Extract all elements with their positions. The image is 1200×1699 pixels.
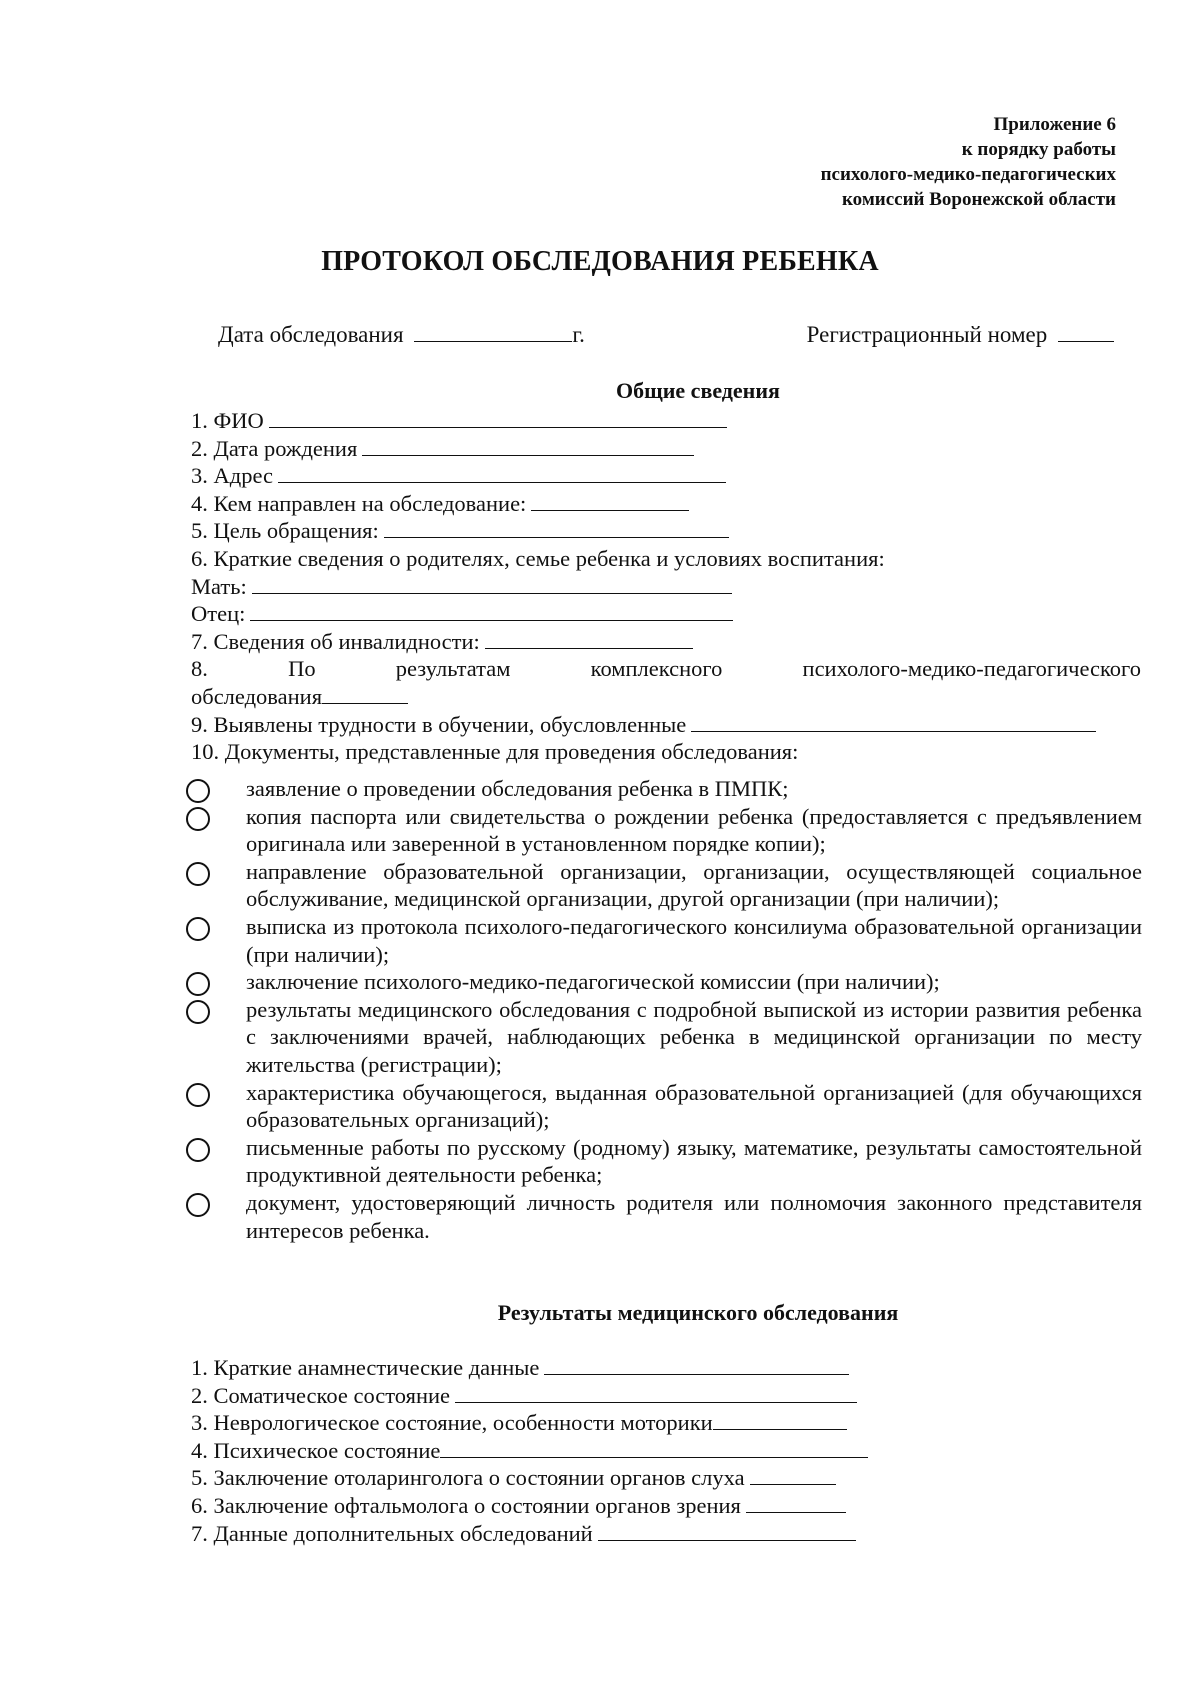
list-item: 8. По результатам комплексного психолого-медико-педагогического xyxy=(191,656,1141,682)
referred-by-blank[interactable] xyxy=(531,491,689,511)
appendix-line-3: психолого-медико-педагогических xyxy=(820,164,1116,185)
checklist-item: направление образовательной организации, организации, осуществляющей социальное обслуживание, медицинской организации, другой организации (при наличии); xyxy=(186,858,1142,913)
header-fields xyxy=(218,322,1114,348)
checklist-item: заключение психолого-медико-педагогической комиссии (при наличии); xyxy=(186,968,1142,996)
list-item: 4. Кем направлен на обследование: xyxy=(191,490,1141,518)
list-item: 5. Заключение отоларинголога о состоянии органов слуха xyxy=(191,1464,1141,1492)
list-item: 10. Документы, представленные для проведения обследования: xyxy=(191,739,799,765)
anamnesis-blank[interactable] xyxy=(544,1355,849,1375)
checklist-item: заявление о проведении обследования ребенка в ПМПК; xyxy=(186,775,1142,803)
list-item: 7. Сведения об инвалидности: xyxy=(191,628,1141,656)
page-title: ПРОТОКОЛ ОБСЛЕДОВАНИЯ РЕБЕНКА xyxy=(321,246,879,277)
neuro-blank[interactable] xyxy=(713,1410,847,1430)
checkbox-circle-icon[interactable] xyxy=(186,1193,210,1217)
checklist-item: документ, удостоверяющий личность родителя или полномочия законного представителя интересов ребенка. xyxy=(186,1189,1142,1244)
purpose-blank[interactable] xyxy=(384,518,729,538)
list-item: 7. Данные дополнительных обследований xyxy=(191,1520,1141,1548)
list-item: 1. Краткие анамнестические данные xyxy=(191,1354,1141,1382)
checklist-item: копия паспорта или свидетельства о рождении ребенка (предоставляется с предъявлением оригинала или заверенной в установленном порядке копии); xyxy=(186,803,1142,858)
mother-blank[interactable] xyxy=(252,574,732,594)
appendix-line-4: комиссий Воронежской области xyxy=(841,189,1116,210)
appendix-line-2: к порядку работы xyxy=(961,139,1116,160)
checklist-item: письменные работы по русскому (родному) языку, математике, результаты самостоятельной продуктивной деятельности ребенка; xyxy=(186,1134,1142,1189)
reg-number-blank[interactable] xyxy=(1058,322,1114,342)
exam-date-suffix: г. xyxy=(572,322,585,347)
list-item: 3. Адрес xyxy=(191,462,1141,490)
list-item: 5. Цель обращения: xyxy=(191,517,1141,545)
checklist-item: результаты медицинского обследования с подробной выпиской из истории развития ребенка с заключениями врачей, наблюдающих ребенка в медицинской организации по месту жительства (регистрации); xyxy=(186,996,1142,1079)
list-item: обследования xyxy=(191,683,1141,711)
checkbox-circle-icon[interactable] xyxy=(186,972,210,996)
birthdate-blank[interactable] xyxy=(362,436,694,456)
list-item: 2. Соматическое состояние xyxy=(191,1382,1141,1410)
father-blank[interactable] xyxy=(250,601,733,621)
exam-date-blank[interactable] xyxy=(414,322,572,342)
section-heading-general: Общие сведения xyxy=(616,378,780,403)
medical-results-list xyxy=(191,1354,1141,1547)
appendix-header xyxy=(821,112,1116,212)
list-item: 2. Дата рождения xyxy=(191,435,1141,463)
ent-blank[interactable] xyxy=(750,1465,836,1485)
list-item: 6. Заключение офтальмолога о состоянии органов зрения xyxy=(191,1492,1141,1520)
additional-exams-blank[interactable] xyxy=(598,1521,856,1541)
list-item: 6. Краткие сведения о родителях, семье ребенка и условиях воспитания: xyxy=(191,545,885,571)
list-item: Мать: xyxy=(191,573,1141,601)
checkbox-circle-icon[interactable] xyxy=(186,917,210,941)
difficulties-blank[interactable] xyxy=(691,712,1096,732)
checkbox-circle-icon[interactable] xyxy=(186,807,210,831)
checklist-item: характеристика обучающегося, выданная образовательной организацией (для обучающихся образовательных организаций); xyxy=(186,1079,1142,1134)
address-blank[interactable] xyxy=(278,463,726,483)
checkbox-circle-icon[interactable] xyxy=(186,1138,210,1162)
list-item: 1. ФИО xyxy=(191,407,1141,435)
exam-date-label: Дата обследования xyxy=(218,322,404,347)
section-heading-medical: Результаты медицинского обследования xyxy=(497,1300,899,1325)
checkbox-circle-icon[interactable] xyxy=(186,779,210,803)
checkbox-circle-icon[interactable] xyxy=(186,862,210,886)
fio-blank[interactable] xyxy=(269,408,727,428)
list-item: 4. Психическое состояние xyxy=(191,1437,1141,1465)
mental-blank[interactable] xyxy=(440,1438,868,1458)
general-info-list xyxy=(191,407,1141,766)
checkbox-circle-icon[interactable] xyxy=(186,1000,210,1024)
documents-checklist xyxy=(186,775,1142,1244)
results-blank[interactable] xyxy=(322,684,408,704)
disability-blank[interactable] xyxy=(485,629,693,649)
checkbox-circle-icon[interactable] xyxy=(186,1083,210,1107)
list-item: 3. Неврологическое состояние, особенности моторики xyxy=(191,1409,1141,1437)
reg-number-field xyxy=(807,322,1114,348)
reg-number-label: Регистрационный номер xyxy=(806,322,1048,347)
appendix-line-1: Приложение 6 xyxy=(993,114,1116,135)
list-item: Отец: xyxy=(191,600,1141,628)
list-item: 9. Выявлены трудности в обучении, обусловленные xyxy=(191,711,1141,739)
somatic-blank[interactable] xyxy=(455,1383,857,1403)
exam-date-field xyxy=(218,322,585,348)
checklist-item: выписка из протокола психолого-педагогического консилиума образовательной организации (при наличии); xyxy=(186,913,1142,968)
ophthalmology-blank[interactable] xyxy=(746,1493,846,1513)
